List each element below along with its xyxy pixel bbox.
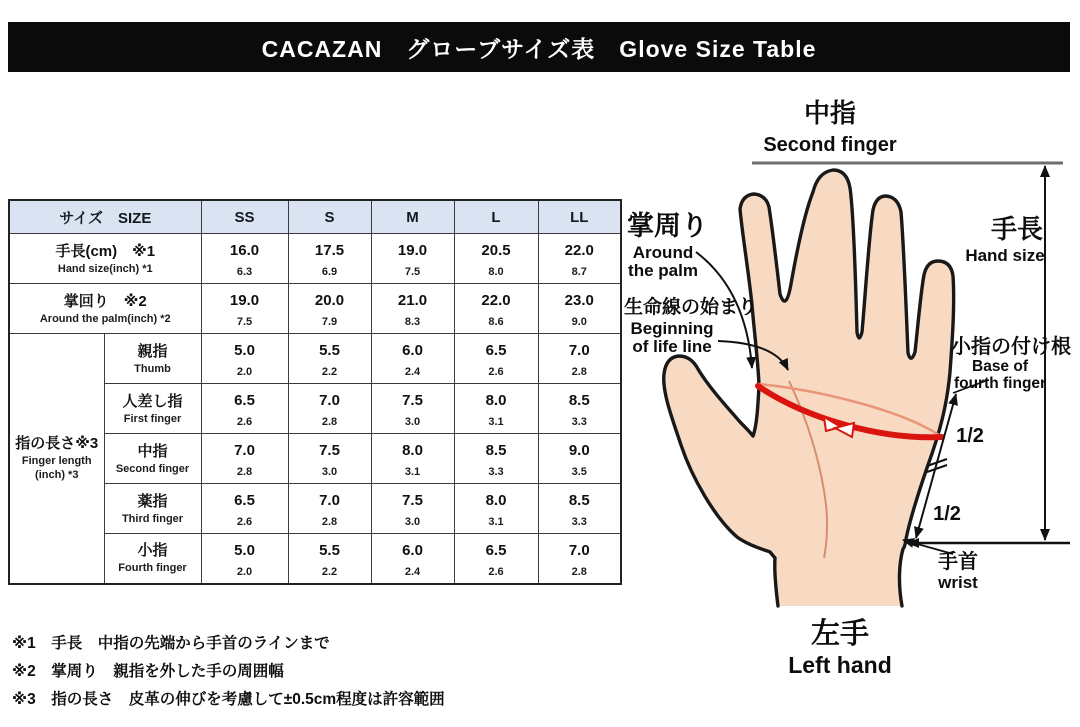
cm-value: 8.5 [568, 492, 590, 509]
value-cell [288, 284, 371, 334]
inch-value: 8.7 [571, 266, 587, 278]
title-bar [8, 22, 1070, 72]
row-label-en: Around the palm(inch) *2 [39, 312, 171, 325]
cm-value: 7.5 [319, 442, 340, 459]
hand-measurement-diagram [615, 85, 1080, 710]
hand-size-label-en: Hand size [965, 246, 1045, 265]
finger-label-thumb: 親指 Thumb [104, 334, 201, 384]
cm-value: 21.0 [397, 292, 428, 309]
value-cell [201, 334, 288, 384]
inch-value: 9.0 [571, 316, 587, 328]
cm-value: 7.5 [402, 492, 423, 509]
inch-value: 3.3 [488, 466, 504, 478]
value-cell [538, 234, 621, 284]
inch-value: 8.3 [404, 316, 421, 328]
inch-value: 3.0 [321, 466, 338, 478]
inch-value: 3.1 [488, 416, 504, 428]
footnote-1: ※1 手長 中指の先端から手首のラインまで [12, 635, 330, 652]
cm-value: 19.0 [397, 242, 428, 259]
value-cell [371, 234, 454, 284]
life-line-label-en1: Beginning [630, 319, 714, 338]
footnote-3: ※3 指の長さ 皮革の伸びを考慮して±0.5cm程度は許容範囲 [12, 691, 445, 708]
value-cell [288, 534, 371, 584]
inch-value: 3.3 [571, 516, 587, 528]
cm-value: 6.5 [234, 392, 255, 409]
value-cell [201, 434, 288, 484]
col-header-ss: SS [201, 200, 288, 234]
cm-value: 6.0 [402, 541, 423, 559]
finger-label-first: 人差し指 First finger [104, 384, 201, 434]
cm-value: 5.0 [234, 541, 255, 559]
cm-value: 8.0 [402, 442, 423, 459]
value-cell [538, 334, 621, 384]
cm-value: 5.0 [234, 342, 255, 359]
inch-value: 3.3 [571, 416, 587, 428]
footnotes [12, 630, 445, 714]
inch-value: 2.0 [236, 565, 253, 578]
inch-value: 7.5 [404, 266, 421, 278]
group-label-en1: Finger length [21, 455, 92, 468]
row-label-en: Hand size(inch) *1 [57, 262, 153, 275]
inch-value: 2.8 [571, 366, 587, 378]
value-cell [201, 484, 288, 534]
cm-value: 16.0 [229, 242, 260, 259]
value-cell [538, 434, 621, 484]
hand-size-label-jp: 手長 [990, 214, 1044, 244]
col-header-s: S [288, 200, 371, 234]
footnote-2: ※2 掌周り 親指を外した手の周囲幅 [12, 663, 284, 680]
cm-value: 7.0 [568, 342, 590, 359]
left-hand-label-jp: 左手 [810, 618, 870, 650]
base-fourth-label-en2: fourth finger [953, 375, 1047, 392]
life-line-label-en2: of life line [632, 337, 712, 356]
inch-value: 8.0 [488, 266, 504, 278]
col-header-m: M [371, 200, 454, 234]
value-cell [454, 434, 538, 484]
value-cell [371, 384, 454, 434]
cm-value: 8.5 [485, 442, 507, 459]
value-cell [371, 534, 454, 584]
row-label-jp: 手長(cm) ※1 [55, 242, 156, 260]
cm-value: 22.0 [564, 242, 594, 259]
glove-size-table [8, 199, 622, 585]
cm-value: 9.0 [568, 442, 590, 459]
inch-value: 3.1 [488, 516, 504, 528]
life-line-label-jp: 生命線の始まり [624, 297, 758, 318]
inch-value: 8.6 [488, 316, 504, 328]
group-label-en2: (inch) *3 [35, 469, 79, 482]
value-cell [201, 384, 288, 434]
around-palm-label-en2: the palm [628, 261, 698, 280]
finger-length-group-label [9, 334, 104, 584]
finger-label-fourth: 小指 Fourth finger [104, 534, 201, 584]
cm-value: 5.5 [319, 541, 340, 559]
value-cell [371, 484, 454, 534]
inch-value: 6.9 [321, 266, 338, 278]
inch-value: 7.9 [321, 316, 338, 328]
table-header-row [9, 200, 621, 234]
value-cell [454, 534, 538, 584]
cm-value: 23.0 [564, 292, 594, 309]
inch-value: 2.4 [404, 366, 421, 378]
cm-value: 7.0 [234, 442, 255, 459]
value-cell [454, 284, 538, 334]
cm-value: 6.0 [402, 342, 423, 359]
value-cell [454, 484, 538, 534]
inch-value: 2.8 [571, 565, 587, 578]
col-header-ll: LL [538, 200, 621, 234]
inch-value: 7.5 [236, 316, 253, 328]
inch-value: 3.0 [404, 416, 421, 428]
left-hand-label-en: Left hand [788, 652, 892, 678]
cm-value: 20.5 [481, 242, 511, 259]
second-finger-label-jp: 中指 [803, 98, 857, 128]
inch-value: 2.4 [404, 565, 421, 578]
value-cell [454, 234, 538, 284]
inch-value: 3.1 [404, 466, 421, 478]
cm-value: 8.5 [568, 392, 590, 409]
cm-value: 7.0 [319, 392, 340, 409]
value-cell [538, 484, 621, 534]
value-cell [288, 384, 371, 434]
finger-label-second: 中指 Second finger [104, 434, 201, 484]
table-row-hand-size [9, 234, 621, 284]
value-cell [371, 284, 454, 334]
around-palm-label-en1: Around [632, 243, 694, 262]
page-title: CACAZAN グローブサイズ表 Glove Size Table [261, 35, 817, 62]
value-cell [371, 434, 454, 484]
value-cell [371, 334, 454, 384]
value-cell [201, 234, 288, 284]
inch-value: 2.8 [321, 516, 338, 528]
wrist-label-jp: 手首 [938, 551, 978, 573]
inch-value: 2.6 [488, 366, 504, 378]
base-fourth-label-en1: Base of [972, 358, 1028, 375]
value-cell [288, 484, 371, 534]
value-cell [538, 284, 621, 334]
cm-value: 8.0 [485, 392, 507, 409]
cm-value: 7.5 [402, 392, 423, 409]
half-lower-label: 1/2 [933, 503, 961, 525]
cm-value: 6.5 [485, 541, 507, 559]
row-label-around-palm [9, 284, 201, 334]
around-palm-label-jp: 掌周り [627, 211, 708, 241]
wrist-label-en: wrist [938, 573, 978, 592]
value-cell [288, 434, 371, 484]
table-row-thumb [9, 334, 621, 384]
second-finger-label-en: Second finger [763, 134, 897, 156]
row-label-hand-size [9, 234, 201, 284]
inch-value: 3.5 [571, 466, 587, 478]
cm-value: 22.0 [481, 292, 511, 309]
cm-value: 20.0 [314, 292, 345, 309]
value-cell [201, 284, 288, 334]
cm-value: 7.0 [319, 492, 340, 509]
cm-value: 6.5 [234, 492, 255, 509]
inch-value: 2.2 [321, 565, 338, 578]
inch-value: 2.2 [321, 366, 338, 378]
col-header-l: L [454, 200, 538, 234]
value-cell [454, 384, 538, 434]
inch-value: 2.8 [321, 416, 338, 428]
value-cell [454, 334, 538, 384]
value-cell [201, 534, 288, 584]
cm-value: 17.5 [314, 242, 345, 259]
cm-value: 7.0 [568, 541, 590, 559]
inch-value: 2.0 [236, 366, 253, 378]
value-cell [288, 334, 371, 384]
inch-value: 3.0 [404, 516, 421, 528]
inch-value: 2.6 [236, 416, 253, 428]
inch-value: 6.3 [236, 266, 253, 278]
table-row-around-palm [9, 284, 621, 334]
base-fourth-label-jp: 小指の付け根 [951, 336, 1071, 358]
group-label-jp: 指の長さ※3 [15, 435, 99, 453]
cm-value: 19.0 [229, 292, 260, 309]
cm-value: 5.5 [319, 342, 340, 359]
cm-value: 6.5 [485, 342, 507, 359]
inch-value: 2.8 [236, 466, 253, 478]
row-label-jp: 掌回り ※2 [63, 292, 147, 310]
finger-label-third: 薬指 Third finger [104, 484, 201, 534]
inch-value: 2.6 [488, 565, 504, 578]
value-cell [538, 534, 621, 584]
cm-value: 8.0 [485, 492, 507, 509]
size-corner-header: サイズ SIZE [9, 200, 201, 234]
inch-value: 2.6 [236, 516, 253, 528]
value-cell [288, 234, 371, 284]
value-cell [538, 384, 621, 434]
half-upper-label: 1/2 [956, 425, 984, 447]
